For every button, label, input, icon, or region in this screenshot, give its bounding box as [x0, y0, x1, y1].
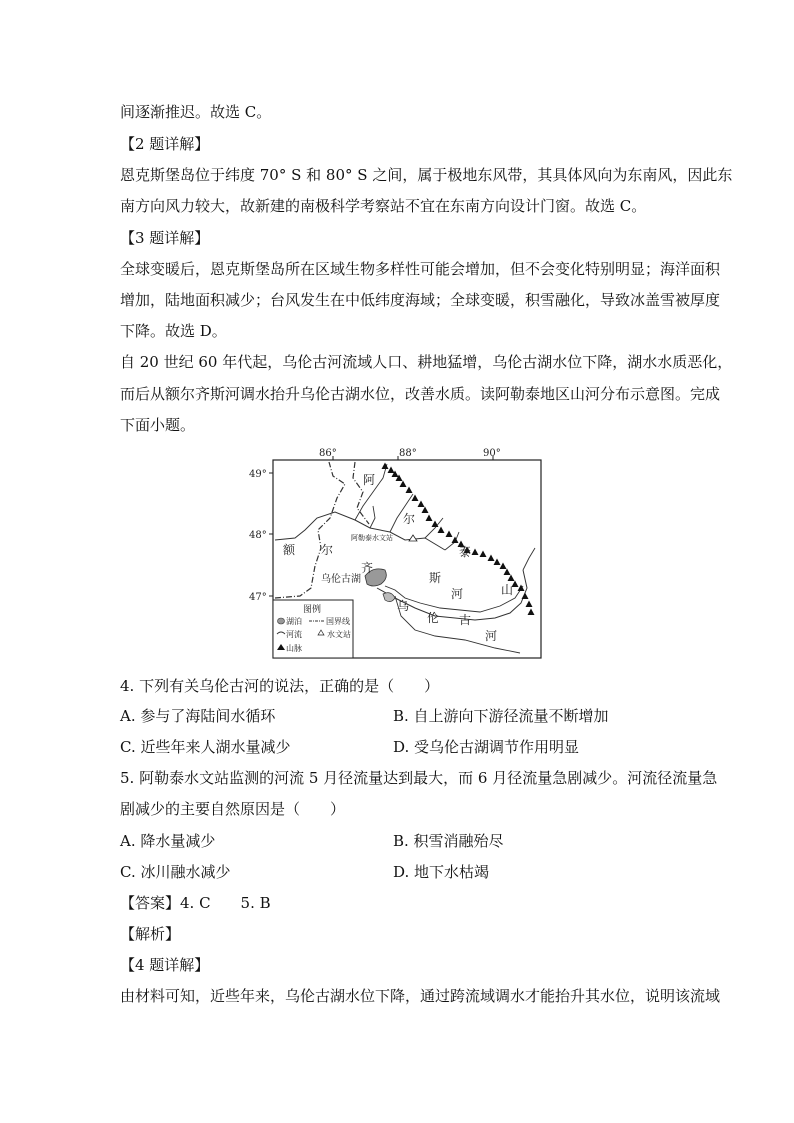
place-char-ulungur-3: 古 — [459, 613, 472, 627]
analysis-heading: 【解析】 — [120, 925, 181, 943]
lat-label-48: 48° — [249, 530, 267, 541]
place-char-ulungur-1: 乌 — [397, 599, 410, 613]
place-char-irtysh-4: 斯 — [429, 571, 442, 585]
place-char-ulungur-4: 河 — [485, 629, 498, 643]
legend-station: 水文站 — [327, 630, 351, 639]
legend-mountain: 山脉 — [286, 644, 302, 653]
section-heading-q4: 【4 题详解】 — [120, 956, 210, 974]
section-heading-q3: 【3 题详解】 — [120, 229, 210, 247]
q5-option-a: A. 降水量减少 — [120, 832, 216, 850]
place-char-ulungur-2: 伦 — [427, 611, 440, 625]
q5-option-c: C. 冰川融水减少 — [120, 863, 231, 881]
place-char-irtysh-1: 额 — [283, 543, 296, 557]
text-line-10: 而后从额尔齐斯河调水抬升乌伦古湖水位，改善水质。读阿勒泰地区山河分布示意图。完成 — [120, 385, 721, 403]
legend-lake: 湖泊 — [286, 617, 302, 626]
q5-option-b: B. 积雪消融殆尽 — [393, 832, 504, 850]
lon-label-88: 88° — [399, 448, 417, 459]
place-char-irtysh-2: 尔 — [321, 543, 334, 557]
text-line-4: 南方向风力较大，故新建的南极科学考察站不宜在东南方向设计门窗。故选 C。 — [120, 197, 647, 215]
station-label: 阿勒泰水文站 — [351, 534, 393, 542]
lon-label-90: 90° — [483, 448, 501, 459]
lat-label-49: 49° — [249, 469, 267, 480]
lon-label-86: 86° — [319, 448, 337, 459]
text-line-9: 自 20 世纪 60 年代起，乌伦古河流域人口、耕地猛增，乌伦古湖水位下降，湖水水质恶化， — [120, 353, 733, 371]
q4-option-c: C. 近些年来人湖水量减少 — [120, 738, 291, 756]
legend-border: 国界线 — [326, 617, 350, 626]
text-line-3: 恩克斯堡岛位于纬度 70° S 和 80° S 之间，属于极地东风带，其具体风向为东南风，因此东 — [120, 166, 733, 184]
legend-lake-icon — [278, 618, 285, 624]
place-char-altai-1: 阿 — [363, 473, 376, 487]
legend-river: 河流 — [286, 630, 302, 639]
text-line-8: 下降。故选 D。 — [120, 322, 227, 340]
q4-option-a: A. 参与了海陆间水循环 — [120, 707, 276, 725]
text-line-last: 由材料可知，近些年来，乌伦古湖水位下降，通过跨流域调水才能抬升其水位，说明该流域 — [120, 987, 721, 1005]
place-char-irtysh-5: 河 — [451, 587, 464, 601]
text-line-11: 下面小题。 — [120, 416, 196, 434]
q4-stem: 4. 下列有关乌伦古河的说法，正确的是（ ） — [120, 677, 440, 695]
text-line-7: 增加，陆地面积减少；台风发生在中低纬度海域；全球变暖，积雪融化，导致冰盖雪被厚度 — [120, 291, 721, 309]
text-line-1: 间逐渐推迟。故选 C。 — [120, 103, 272, 121]
place-char-irtysh-3: 齐 — [361, 561, 374, 575]
text-line-6: 全球变暖后，恩克斯堡岛所在区域生物多样性可能会增加，但不会变化特别明显；海洋面积 — [120, 260, 721, 278]
lat-label-47: 47° — [249, 592, 267, 603]
q5-stem-2: 剧减少的主要自然原因是（ ） — [120, 800, 346, 818]
q4-option-d: D. 受乌伦古湖调节作用明显 — [393, 738, 580, 756]
section-heading-q2: 【2 题详解】 — [120, 135, 210, 153]
answer-line: 【答案】4. C 5. B — [120, 894, 271, 912]
q4-option-b: B. 自上游向下游径流量不断增加 — [393, 707, 609, 725]
place-char-altai-2: 尔 — [403, 512, 416, 526]
altay-region-map — [245, 448, 545, 660]
legend-title: 图例 — [303, 605, 322, 615]
q5-option-d: D. 地下水枯竭 — [393, 863, 490, 881]
place-char-altai-4: 山 — [501, 583, 514, 597]
q5-stem-1: 5. 阿勒泰水文站监测的河流 5 月径流量达到最大，而 6 月径流量急剧减少。河流径流量急 — [120, 769, 718, 787]
lake-label: 乌伦古湖 — [321, 574, 361, 585]
place-char-altai-3: 泰 — [459, 545, 472, 559]
